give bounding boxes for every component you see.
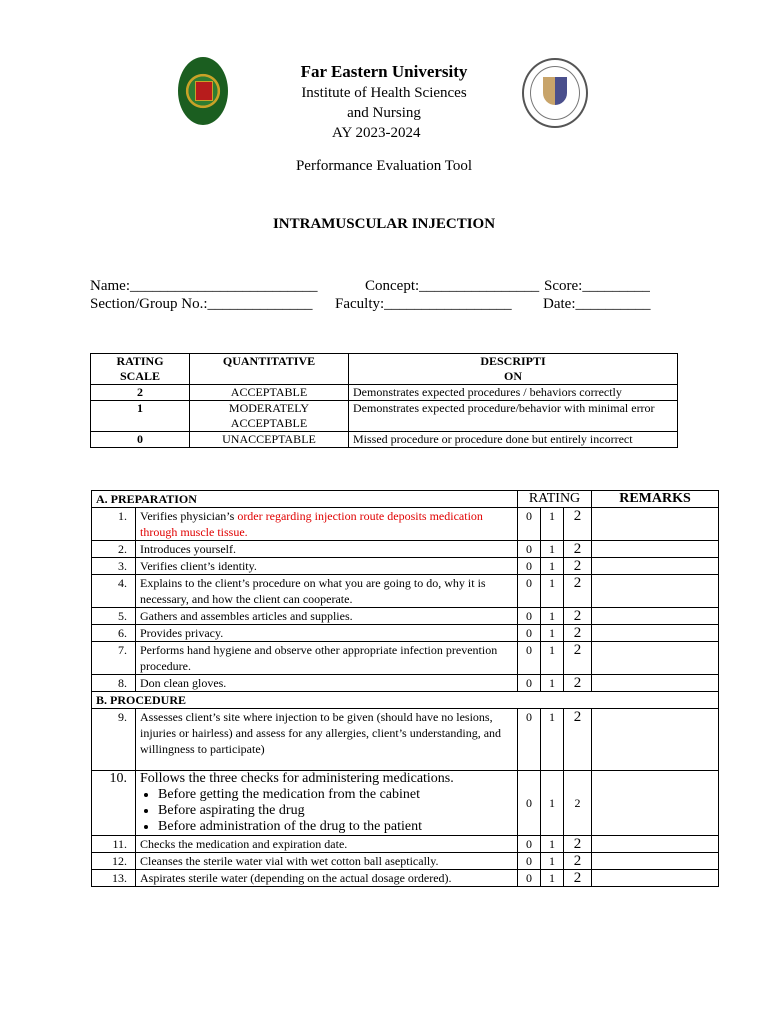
rating-0[interactable]: 0 [518,836,541,853]
remarks-cell[interactable] [592,508,719,541]
rating-1[interactable]: 1 [541,642,564,675]
rating-0[interactable]: 0 [518,541,541,558]
date-field: Date:__________ [543,296,651,312]
rating-2[interactable]: 2 [564,558,592,575]
item-text: Assesses client’s site where injection to be given (should have no lesions, injuries or hairless) and assess for any allergies, client’s understanding, and willingness to participate) [136,709,518,771]
rating-2[interactable]: 2 [564,541,592,558]
item-number: 9. [92,709,136,771]
scale-description: Missed procedure or procedure done but entirely incorrect [349,432,678,448]
rating-0[interactable]: 0 [518,508,541,541]
scale-description: Demonstrates expected procedure/behavior with minimal error [349,401,678,432]
item-text: Performs hand hygiene and observe other appropriate infection prevention procedure. [136,642,518,675]
rating-1[interactable]: 1 [541,625,564,642]
rating-header: RATING [518,491,592,508]
rating-0[interactable]: 0 [518,709,541,771]
remarks-cell[interactable] [592,836,719,853]
rating-1[interactable]: 1 [541,541,564,558]
score-field: Score:_________ [544,278,650,294]
item-text: Follows the three checks for administering medications. • Before getting the medication from the cabinet • Before aspirating the drug • Before administration of the drug to the patient [136,771,518,836]
concept-field: Concept:________________ [365,278,540,294]
remarks-cell[interactable] [592,541,719,558]
rating-2[interactable]: 2 [564,642,592,675]
rating-2[interactable]: 2 [564,709,592,771]
item-text: Gathers and assembles articles and supplies. [136,608,518,625]
rating-1[interactable]: 1 [541,675,564,692]
scale-score: 1 [91,401,190,432]
item-text: Aspirates sterile water (depending on the actual dosage ordered). [136,870,518,887]
rating-0[interactable]: 0 [518,575,541,608]
rating-2[interactable]: 2 [564,853,592,870]
rating-1[interactable]: 1 [541,575,564,608]
item-number: 10. [92,771,136,836]
rating-1[interactable]: 1 [541,836,564,853]
remarks-cell[interactable] [592,642,719,675]
section-b-heading: B. PROCEDURE [92,692,719,709]
rating-1[interactable]: 1 [541,771,564,836]
section-a-heading: A. PREPARATION [92,491,518,508]
name-field: Name:_________________________ [90,278,318,294]
rating-0[interactable]: 0 [518,608,541,625]
rating-1[interactable]: 1 [541,853,564,870]
item-number: 7. [92,642,136,675]
rating-0[interactable]: 0 [518,853,541,870]
header-description: DESCRIPTI ON [349,354,678,385]
rating-scale-table [90,353,678,448]
item-number: 6. [92,625,136,642]
rating-2[interactable]: 2 [564,508,592,541]
rating-0[interactable]: 0 [518,642,541,675]
remarks-cell[interactable] [592,675,719,692]
item-number: 5. [92,608,136,625]
item-number: 2. [92,541,136,558]
header-rating-scale: RATING SCALE [91,354,190,385]
rating-1[interactable]: 1 [541,709,564,771]
rating-0[interactable]: 0 [518,625,541,642]
subtitle: Performance Evaluation Tool [295,158,473,174]
remarks-cell[interactable] [592,709,719,771]
institute-line2: and Nursing [347,105,421,121]
remarks-cell[interactable] [592,771,719,836]
scale-score: 2 [91,385,190,401]
rating-1[interactable]: 1 [541,870,564,887]
remarks-cell[interactable] [592,575,719,608]
header-quantitative: QUANTITATIVE [190,354,349,385]
three-checks-list: • Before getting the medication from the cabinet • Before aspirating the drug • Before administration of the drug to the patient [140,787,513,835]
rating-0[interactable]: 0 [518,771,541,836]
rating-2[interactable]: 2 [564,608,592,625]
item-text: Introduces yourself. [136,541,518,558]
rating-2[interactable]: 2 [564,675,592,692]
item-number: 4. [92,575,136,608]
item-text: Don clean gloves. [136,675,518,692]
rating-0[interactable]: 0 [518,558,541,575]
university-name: Far Eastern University [300,62,468,81]
item-number: 3. [92,558,136,575]
remarks-cell[interactable] [592,625,719,642]
item-text: Cleanses the sterile water vial with wet cotton ball aseptically. [136,853,518,870]
scale-label: ACCEPTABLE [190,385,349,401]
rating-2[interactable]: 2 [564,870,592,887]
evaluation-table [91,490,719,887]
item-text: Verifies physician’s order regarding injection route deposits medication through muscle tissue. [136,508,518,541]
scale-label: UNACCEPTABLE [190,432,349,448]
remarks-cell[interactable] [592,870,719,887]
page-title: INTRAMUSCULAR INJECTION [272,216,496,232]
rating-2[interactable]: 2 [564,771,592,836]
faculty-field: Faculty:_________________ [335,296,512,312]
rating-0[interactable]: 0 [518,870,541,887]
item-text: Provides privacy. [136,625,518,642]
remarks-cell[interactable] [592,608,719,625]
item-number: 13. [92,870,136,887]
remarks-header: REMARKS [592,491,719,508]
item-text: Checks the medication and expiration date. [136,836,518,853]
item-number: 8. [92,675,136,692]
rating-2[interactable]: 2 [564,836,592,853]
rating-1[interactable]: 1 [541,608,564,625]
scale-description: Demonstrates expected procedures / behaviors correctly [349,385,678,401]
rating-2[interactable]: 2 [564,575,592,608]
rating-0[interactable]: 0 [518,675,541,692]
scale-score: 0 [91,432,190,448]
rating-1[interactable]: 1 [541,558,564,575]
rating-1[interactable]: 1 [541,508,564,541]
rating-2[interactable]: 2 [564,625,592,642]
item-number: 12. [92,853,136,870]
remarks-cell[interactable] [592,558,719,575]
scale-label: MODERATELY ACCEPTABLE [190,401,349,432]
remarks-cell[interactable] [592,853,719,870]
institute-line1: Institute of Health Sciences [301,85,467,101]
item-number: 11. [92,836,136,853]
item-text: Explains to the client’s procedure on what you are going to do, why it is necessary, and how the client can cooperate. [136,575,518,608]
section-field: Section/Group No.:______________ [90,296,313,312]
item-text: Verifies client’s identity. [136,558,518,575]
academic-year: AY 2023-2024 [332,125,421,141]
item-number: 1. [92,508,136,541]
